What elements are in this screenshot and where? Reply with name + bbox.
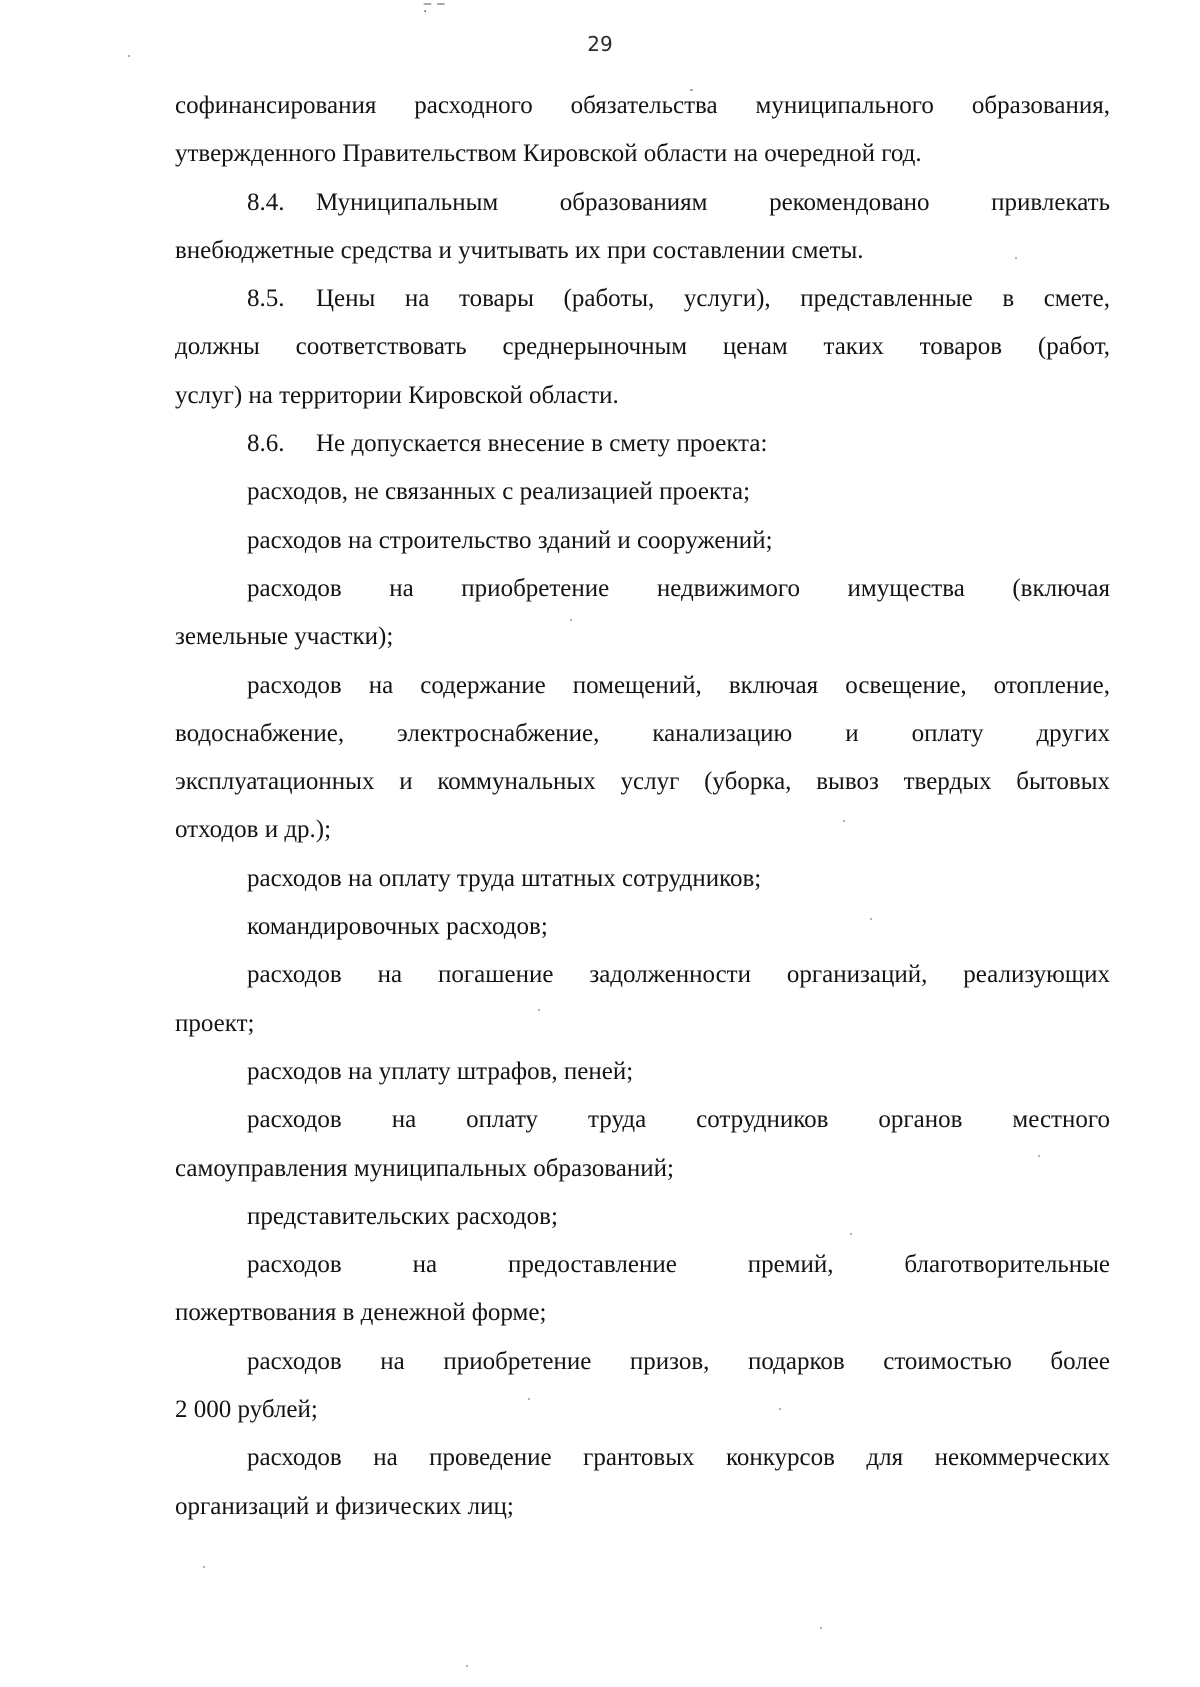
scan-speck <box>820 1627 822 1629</box>
line-text: самоуправления муниципальных образований; <box>175 1154 674 1182</box>
line-text: расходов на строительство зданий и сооружений; <box>247 526 773 554</box>
text-line <box>175 1434 1110 1482</box>
line-text: расходов на уплату штрафов, пеней; <box>247 1057 634 1085</box>
line-text: внебюджетные средства и учитывать их при составлении сметы. <box>175 236 864 264</box>
scan-speck <box>466 1665 468 1667</box>
scan-speck <box>870 918 872 920</box>
line-text: представительских расходов; <box>247 1202 558 1230</box>
line-text: утвержденного Правительством Кировской области на очередной год. <box>175 140 922 168</box>
page-number: 29 <box>587 32 613 56</box>
line-text: расходов на предоставление премий, благотворительные <box>247 1251 1110 1279</box>
line-text: пожертвования в денежной форме; <box>175 1299 547 1327</box>
line-text: 2 000 рублей; <box>175 1396 318 1424</box>
text-line <box>175 323 1110 371</box>
text-line <box>175 372 1110 420</box>
text-line <box>175 565 1110 613</box>
scan-speck <box>850 1233 852 1235</box>
scan-speck <box>528 1398 530 1400</box>
line-text: Цены на товары (работы, услуги), представленные в смете, <box>316 285 1110 313</box>
line-text: организаций и физических лиц; <box>175 1492 514 1520</box>
line-text: должны соответствовать среднерыночным ценам таких товаров (работ, <box>175 333 1110 361</box>
text-line <box>175 82 1110 130</box>
line-text: проект; <box>175 1009 255 1037</box>
text-line <box>175 1096 1110 1144</box>
text-line <box>175 710 1110 758</box>
scan-speck <box>690 89 693 91</box>
scan-artifact: ‒ ‒ · <box>423 0 446 20</box>
text-line <box>175 1338 1110 1386</box>
text-line <box>175 179 1110 227</box>
scan-speck <box>779 1408 781 1410</box>
scan-speck <box>1038 1155 1040 1157</box>
line-text: земельные участки); <box>175 623 394 651</box>
text-line <box>175 1289 1110 1337</box>
scan-speck <box>843 820 845 822</box>
text-line <box>175 1048 1110 1096</box>
line-text: Муниципальным образованиям рекомендовано привлекать <box>316 188 1110 216</box>
text-line <box>175 855 1110 903</box>
text-line <box>175 758 1110 806</box>
line-text: расходов на приобретение призов, подарков стоимостью более <box>247 1347 1110 1375</box>
text-line <box>175 903 1110 951</box>
line-text: расходов на оплату труда сотрудников органов местного <box>247 1106 1110 1134</box>
line-text: расходов на приобретение недвижимого имущества (включая <box>247 574 1110 602</box>
text-line <box>175 468 1110 516</box>
scan-speck <box>570 619 572 621</box>
text-line <box>175 1193 1110 1241</box>
line-text: отходов и др.); <box>175 816 332 844</box>
scan-speck <box>1015 257 1017 259</box>
text-line <box>175 1386 1110 1434</box>
line-text: расходов, не связанных с реализацией проекта; <box>247 478 751 506</box>
line-text: услуг) на территории Кировской области. <box>175 381 619 409</box>
line-text: командировочных расходов; <box>247 913 548 941</box>
text-line <box>175 130 1110 178</box>
text-line <box>175 420 1110 468</box>
text-line <box>175 275 1110 323</box>
text-line <box>175 806 1110 854</box>
text-line <box>175 1000 1110 1048</box>
clause-number: 8.5. <box>247 285 285 313</box>
clause-number: 8.6. <box>247 430 285 458</box>
text-line <box>175 517 1110 565</box>
text-line <box>175 662 1110 710</box>
line-text: софинансирования расходного обязательства муниципального образования, <box>175 92 1110 119</box>
text-line <box>175 613 1110 661</box>
line-text: расходов на оплату труда штатных сотрудников; <box>247 864 762 892</box>
scan-speck <box>538 1009 540 1011</box>
line-text: расходов на проведение грантовых конкурсов для некоммерческих <box>247 1444 1110 1472</box>
text-line <box>175 951 1110 999</box>
scan-speck <box>128 55 130 57</box>
line-text: расходов на содержание помещений, включая освещение, отопление, <box>247 671 1110 699</box>
text-line <box>175 1241 1110 1289</box>
line-text: Не допускается внесение в смету проекта: <box>316 430 768 458</box>
scan-speck <box>203 1566 205 1568</box>
document-body <box>175 82 1110 1531</box>
line-text: водоснабжение, электроснабжение, канализацию и оплату других <box>175 719 1110 747</box>
text-line <box>175 227 1110 275</box>
line-text: расходов на погашение задолженности организаций, реализующих <box>247 961 1110 989</box>
text-line <box>175 1145 1110 1193</box>
line-text: эксплуатационных и коммунальных услуг (уборка, вывоз твердых бытовых <box>175 768 1110 796</box>
clause-number: 8.4. <box>247 188 285 216</box>
text-line <box>175 1483 1110 1531</box>
